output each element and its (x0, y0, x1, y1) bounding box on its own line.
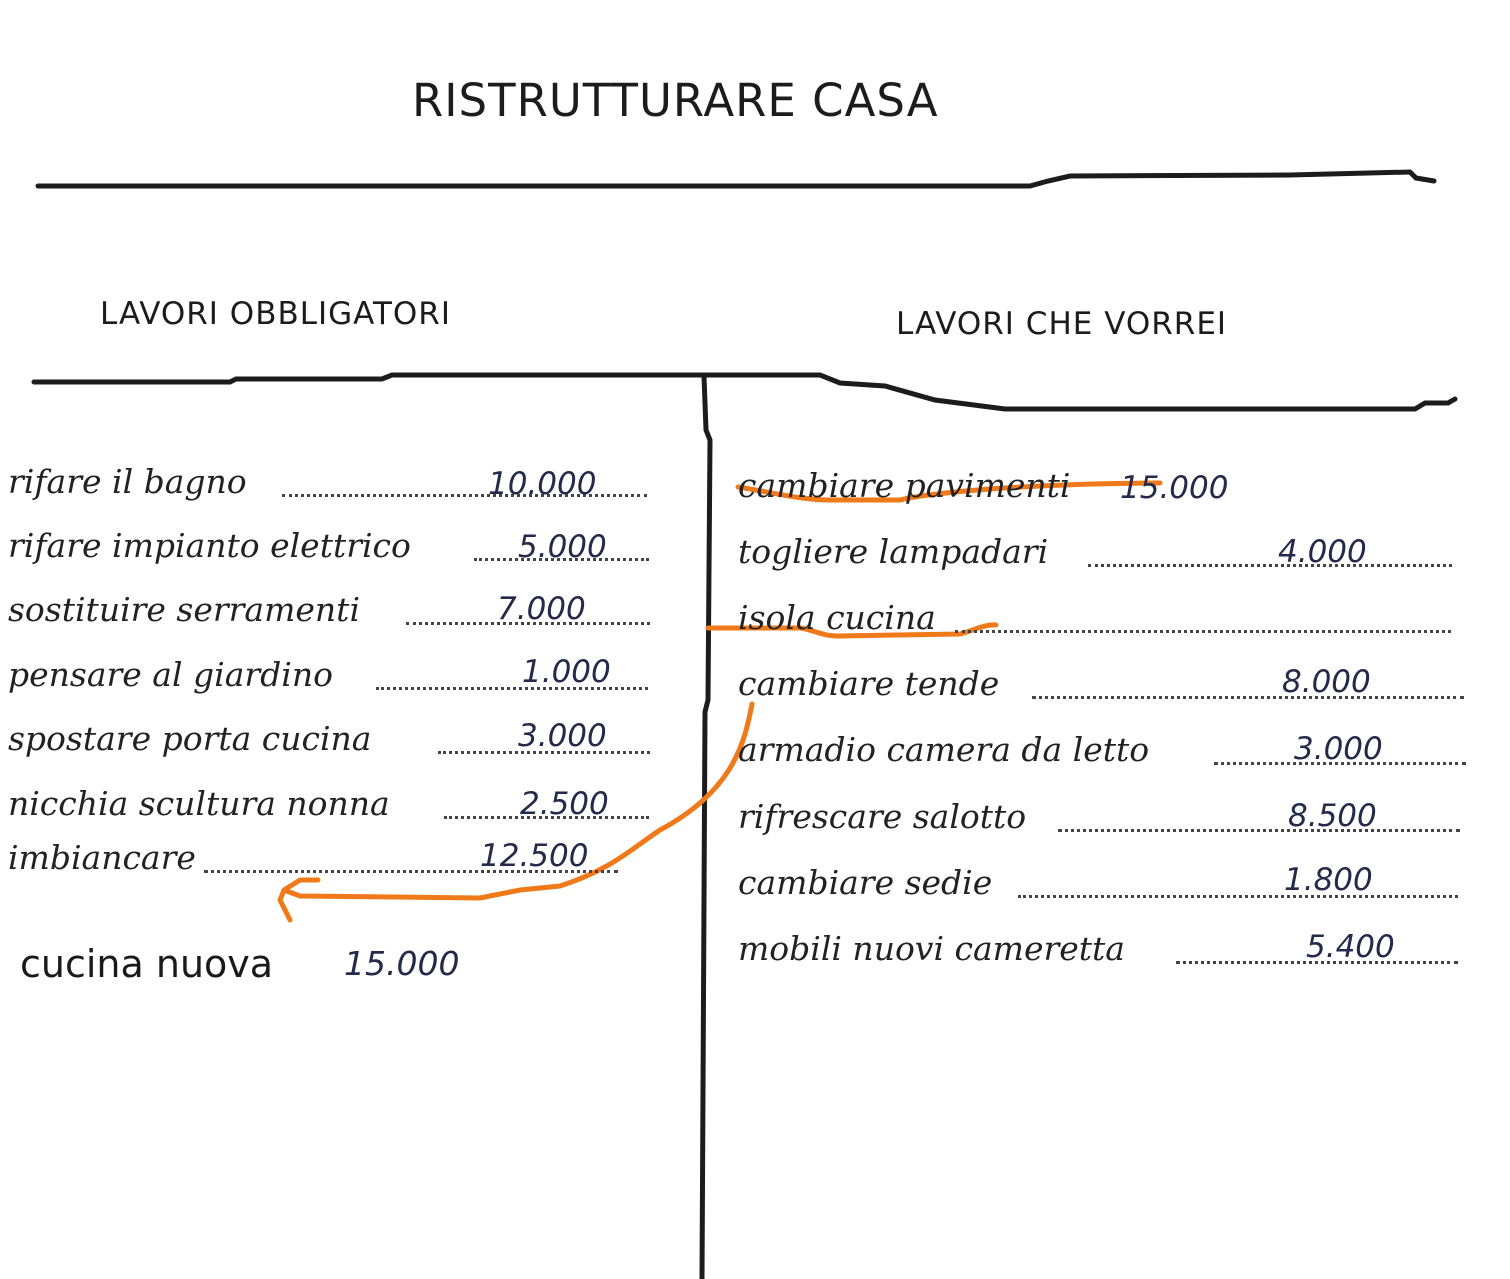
item-label: armadio camera da letto (738, 730, 1150, 769)
item-label: cambiare tende (738, 664, 1000, 703)
item-price: 4.000 (1278, 534, 1367, 570)
item-price: 1.800 (1284, 862, 1373, 898)
item-label: nicchia scultura nonna (8, 784, 390, 823)
dot-leader (1032, 696, 1464, 699)
item-label: sostituire serramenti (8, 590, 360, 629)
item-price: 15.000 (344, 944, 460, 983)
item-price: 8.500 (1288, 798, 1377, 834)
dot-leader (955, 630, 1451, 633)
item-price: 5.400 (1306, 929, 1395, 965)
dot-leader (1018, 895, 1458, 898)
item-label: imbiancare (8, 838, 196, 877)
item-label: togliere lampadari (738, 532, 1049, 571)
item-label: cambiare pavimenti (738, 466, 1071, 505)
item-price: 3.000 (518, 718, 607, 754)
item-label: rifrescare salotto (738, 797, 1027, 836)
item-price: 7.000 (497, 591, 586, 627)
item-price: 10.000 (488, 466, 597, 502)
item-price: 2.500 (520, 786, 609, 822)
header-divider (34, 375, 1455, 409)
item-price: 8.000 (1282, 664, 1371, 700)
right-column-heading: LAVORI CHE VORREI (896, 306, 1228, 342)
column-divider (702, 376, 710, 1279)
item-price: 12.500 (480, 838, 589, 874)
item-price: 5.000 (518, 529, 607, 565)
item-price: 3.000 (1294, 731, 1383, 767)
item-label: rifare il bagno (8, 462, 247, 501)
item-label: spostare porta cucina (8, 719, 372, 758)
item-label: cambiare sedie (738, 863, 993, 902)
dot-leader (1058, 829, 1460, 832)
left-column-heading: LAVORI OBBLIGATORI (100, 296, 451, 332)
item-label: pensare al giardino (8, 655, 333, 694)
item-price: 15.000 (1120, 470, 1229, 506)
item-label: rifare impianto elettrico (8, 526, 411, 565)
page-title: RISTRUTTURARE CASA (412, 74, 939, 127)
item-label: cucina nuova (20, 942, 274, 986)
item-price: 1.000 (522, 654, 611, 690)
item-label: mobili nuovi cameretta (738, 929, 1125, 968)
dot-leader (1088, 564, 1452, 567)
title-underline (38, 172, 1434, 186)
item-label: isola cucina (738, 598, 936, 637)
